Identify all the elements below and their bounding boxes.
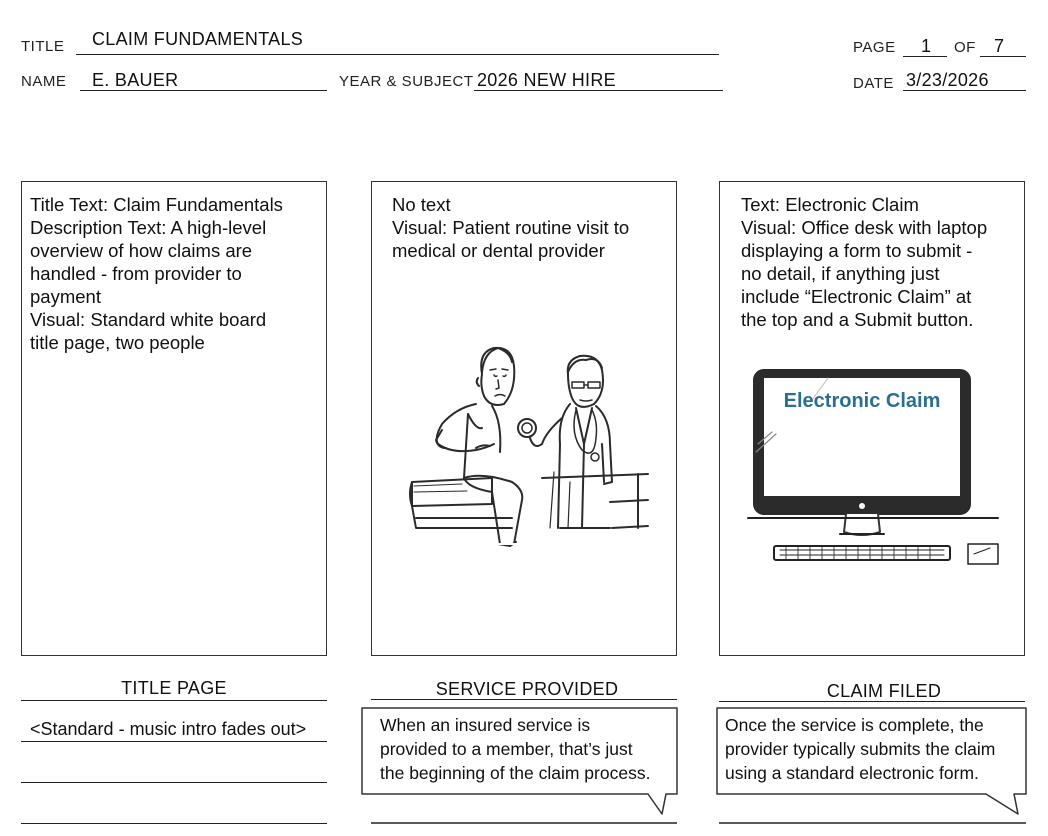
panel-1-narration: <Standard - music intro fades out> (30, 719, 307, 739)
page-total: 7 (994, 36, 1005, 56)
title-label: TITLE (21, 38, 65, 55)
page-number: 1 (921, 36, 932, 56)
date-label: DATE (853, 75, 894, 92)
panel-2-label: SERVICE PROVIDED (435, 679, 619, 699)
panel-3-narration: Once the service is complete, the provider typically submits the claim using a standard electronic form. (725, 715, 996, 783)
name-value: E. BAUER (92, 70, 179, 90)
panel-1-label: TITLE PAGE (121, 678, 227, 698)
page-label: PAGE (853, 39, 896, 56)
of-label: OF (954, 39, 976, 56)
title-value: CLAIM FUNDAMENTALS (92, 29, 304, 49)
year-subject-value: 2026 NEW HIRE (477, 70, 616, 90)
screen-title-text: Electronic Claim (783, 390, 941, 412)
date-value: 3/23/2026 (906, 70, 989, 90)
panel-1-notes: Title Text: Claim Fundamentals Description Text: A high-level overview of how claims are handled - from provider to payment Visual: Standard white board title page, two people (30, 194, 283, 353)
panel-3-label: CLAIM FILED (826, 681, 942, 701)
panel-3-notes: Text: Electronic Claim Visual: Office desk with laptop displaying a form to submit - no detail, if anything just include “Electronic Claim” at the top and a Submit button. (741, 194, 988, 330)
panel-2-notes: No text Visual: Patient routine visit to medical or dental provider (392, 194, 630, 261)
name-label: NAME (21, 73, 67, 90)
panel-2-narration: When an insured service is provided to a member, that’s just the beginning of the claim process. (380, 715, 651, 783)
year-subject-label: YEAR & SUBJECT (339, 73, 474, 90)
